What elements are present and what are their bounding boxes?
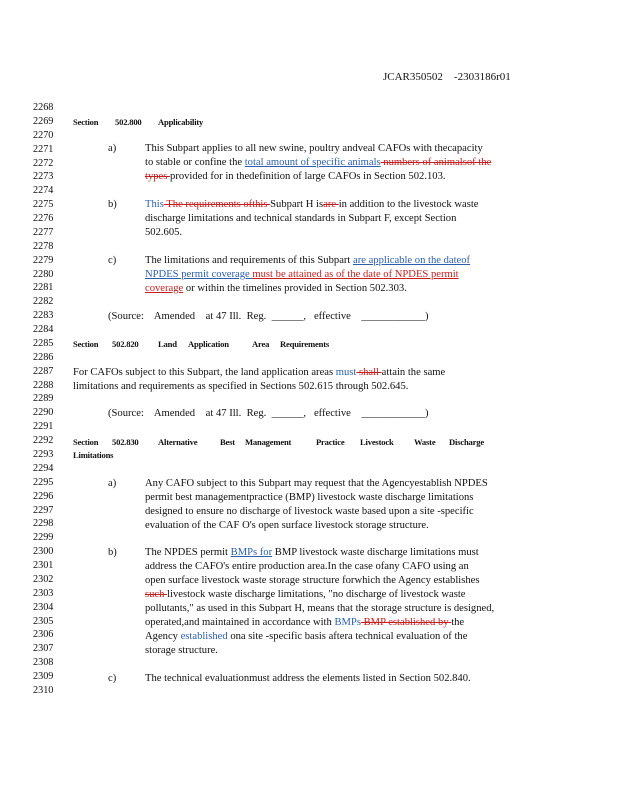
inserted-text: must xyxy=(335,367,357,378)
text-run: attain the same xyxy=(381,367,446,378)
para-line: open surface livestock waste storage structure forwhich the Agency establishes xyxy=(145,575,480,586)
para-line: limitations and requirements as specified in Sections 502.615 through 502.645. xyxy=(73,381,409,392)
revision-id: -2303186r01 xyxy=(453,71,511,83)
section-word: Section xyxy=(73,437,99,447)
section-number: 502.830 xyxy=(112,437,139,447)
line-number: 2303 xyxy=(33,587,54,599)
line-number: 2309 xyxy=(33,671,54,683)
text-run: Agency xyxy=(145,631,181,642)
para-line: address the CAFO's entire production area.In the case ofany CAFO using an xyxy=(145,561,469,572)
text-run: or within the timelines provided in Section 502.303. xyxy=(183,283,407,294)
para-line: designed to ensure no discharge of livestock waste based upon a site -specific xyxy=(145,506,474,517)
inserted-text: BMPs for xyxy=(230,547,273,558)
deleted-text: such xyxy=(145,589,168,600)
para-line: pollutants," as used in this Subpart H, means that the storage structure is designed, xyxy=(145,603,495,614)
line-number: 2275 xyxy=(33,199,54,211)
text-run: the xyxy=(451,617,465,628)
document-header xyxy=(383,71,511,83)
line-number: 2291 xyxy=(33,421,54,433)
para-line: storage structure. xyxy=(145,645,218,656)
source-text: (Source: Amended at 47 Ill. Reg. ______, effective ____________) xyxy=(108,408,429,419)
line-number: 2292 xyxy=(33,435,54,447)
inserted-text: are applicable on the dateof xyxy=(353,255,471,266)
line-number: 2281 xyxy=(33,282,54,294)
changed-text: coverage xyxy=(145,283,184,294)
para-line: The technical evaluationmust address the elements listed in Section 502.840. xyxy=(145,673,471,684)
doc-id: JCAR350502 xyxy=(383,71,443,83)
deleted-text: numbers of animalsof the xyxy=(380,157,492,168)
line-number: 2306 xyxy=(33,629,54,641)
section-word: Section xyxy=(73,117,99,127)
changed-text: must be attained as of the date of NPDES permit xyxy=(252,269,459,280)
line-number: 2310 xyxy=(33,684,54,696)
section-title: Applicability xyxy=(158,117,204,127)
line-number: 2277 xyxy=(33,226,54,238)
section-title-word: Application xyxy=(188,339,229,349)
section-number: 502.820 xyxy=(112,339,139,349)
section-title-word: Management xyxy=(245,437,292,447)
line-number: 2293 xyxy=(33,449,54,460)
line-number: 2273 xyxy=(33,171,54,183)
section-title-word: Waste xyxy=(414,437,436,447)
text-run: to stable or confine the xyxy=(145,157,245,168)
line-number: 2294 xyxy=(33,462,54,474)
line-number: 2299 xyxy=(33,532,54,544)
line-number: 2302 xyxy=(33,573,54,585)
deleted-text: types xyxy=(145,171,171,182)
inserted-text: total amount of specific animals xyxy=(244,157,381,168)
para-label: c) xyxy=(108,255,117,266)
line-number: 2287 xyxy=(33,365,54,377)
deleted-text: shall xyxy=(356,367,382,378)
line-number: 2288 xyxy=(33,379,54,391)
para-line: 502.605. xyxy=(145,227,183,238)
para-line: evaluation of the CAF O's open surface livestock storage structure. xyxy=(145,520,429,531)
para-line: discharge limitations and technical standards in Subpart F, except Section xyxy=(145,213,457,224)
section-word: Section xyxy=(73,339,99,349)
line-number: 2289 xyxy=(33,393,54,405)
section-title-word: Limitations xyxy=(73,450,114,460)
line-number: 2268 xyxy=(33,102,54,113)
text-run: operated,and maintained in accordance with xyxy=(145,617,335,628)
line-number: 2298 xyxy=(33,518,54,530)
para-line: permit best managementpractice (BMP) livestock waste discharge limitations xyxy=(145,492,474,503)
section-title-word: Area xyxy=(252,339,270,349)
para-label: a) xyxy=(108,478,117,489)
section-title-word: Land xyxy=(158,339,177,349)
para-label: c) xyxy=(108,673,117,684)
text-run: ona site -specific basis aftera technical evaluation of the xyxy=(227,631,468,642)
para-line: This Subpart applies to all new swine, poultry andveal CAFOs with thecapacity xyxy=(145,143,483,154)
line-number: 2283 xyxy=(33,310,54,322)
source-text: (Source: Amended at 47 Ill. Reg. ______, effective ____________) xyxy=(108,311,429,322)
para-label: a) xyxy=(108,143,117,154)
line-number: 2270 xyxy=(33,129,54,141)
line-number: 2279 xyxy=(33,254,54,266)
line-number: 2305 xyxy=(33,615,54,627)
text-run: For CAFOs subject to this Subpart, the land application areas xyxy=(73,367,336,378)
inserted-text: This xyxy=(145,199,164,210)
text-run: BMP livestock waste discharge limitations must xyxy=(272,547,479,558)
line-number: 2282 xyxy=(33,296,54,308)
section-title-word: Alternative xyxy=(158,437,198,447)
line-number: 2304 xyxy=(33,601,54,613)
line-number: 2276 xyxy=(33,213,54,225)
text-run: livestock waste discharge limitations, "no discharge of livestock waste xyxy=(167,589,466,600)
line-number: 2269 xyxy=(33,115,54,127)
line-number: 2300 xyxy=(33,546,54,558)
line-number: 2307 xyxy=(33,643,54,655)
line-number: 2278 xyxy=(33,240,54,252)
text-run: The NPDES permit xyxy=(145,547,231,558)
line-number: 2295 xyxy=(33,476,54,488)
para-label: b) xyxy=(108,547,117,558)
line-number: 2286 xyxy=(33,351,54,363)
deleted-text: BMP established by xyxy=(360,617,452,628)
deleted-text: are xyxy=(323,199,339,210)
para-line: Any CAFO subject to this Subpart may request that the Agencyestablish NPDES xyxy=(145,478,488,489)
text-run: in addition to the livestock waste xyxy=(338,199,479,210)
inserted-text: established xyxy=(180,631,228,642)
section-title-word: Best xyxy=(220,437,235,447)
inserted-text: NPDES permit coverage xyxy=(145,269,253,280)
line-number: 2284 xyxy=(33,324,54,336)
text-run: provided for in thedefinition of large CAFOs in Section 502.103. xyxy=(170,171,446,182)
line-number: 2296 xyxy=(33,490,54,502)
deleted-text: The requirements ofthis xyxy=(163,199,271,210)
line-number: 2308 xyxy=(33,657,54,669)
line-number: 2285 xyxy=(33,337,54,349)
line-number: 2274 xyxy=(33,185,54,197)
section-title-word: Requirements xyxy=(280,339,329,349)
section-title-word: Practice xyxy=(316,437,345,447)
section-title-word: Discharge xyxy=(449,437,484,447)
line-number: 2272 xyxy=(33,157,54,169)
inserted-text: BMPs xyxy=(334,617,361,628)
para-label: b) xyxy=(108,199,117,210)
line-number: 2271 xyxy=(33,143,54,155)
line-number: 2297 xyxy=(33,504,54,516)
line-number: 2290 xyxy=(33,407,54,419)
section-title-word: Livestock xyxy=(360,437,394,447)
section-number: 502.800 xyxy=(115,117,142,127)
text-run: Subpart H is xyxy=(270,199,324,210)
line-number: 2301 xyxy=(33,560,54,572)
text-run: The limitations and requirements of this Subpart xyxy=(145,255,354,266)
line-number: 2280 xyxy=(33,268,54,280)
